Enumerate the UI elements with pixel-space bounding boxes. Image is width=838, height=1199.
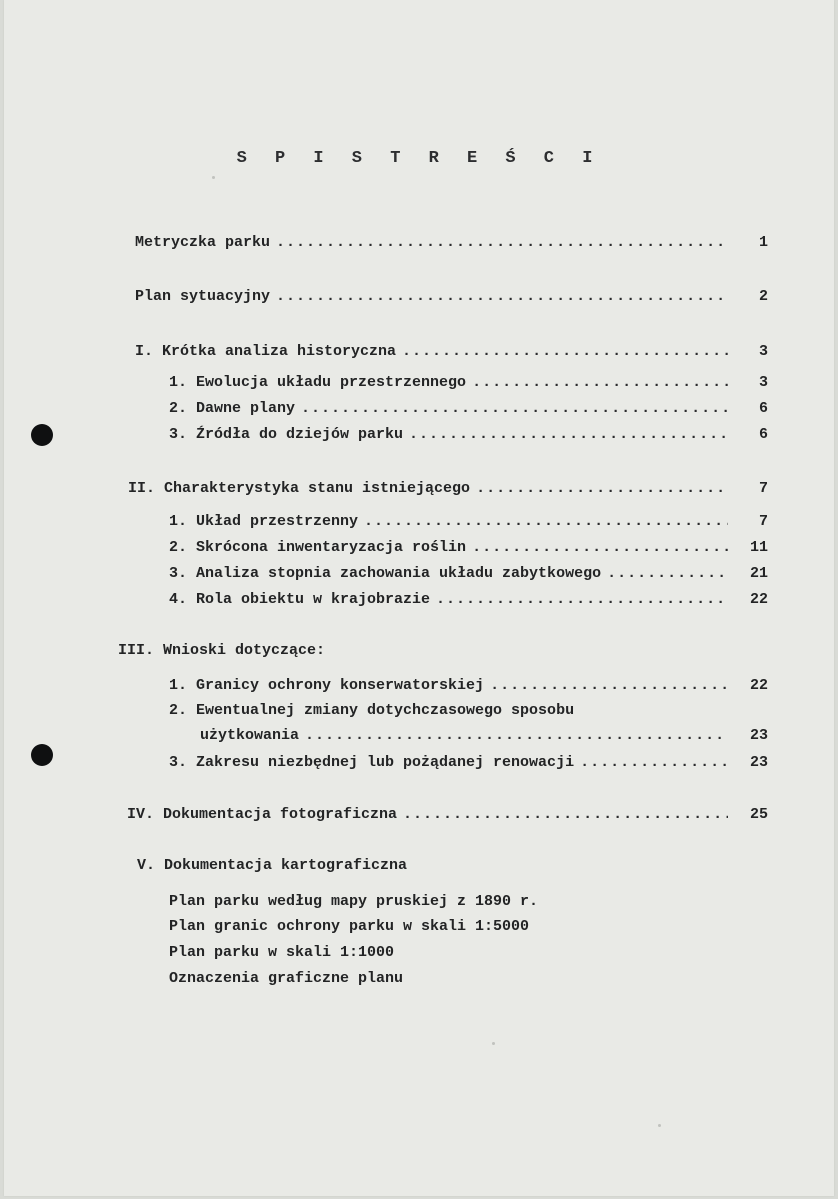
toc-entry-metryczka — [135, 231, 768, 255]
paper-speck — [212, 176, 215, 179]
toc-section-v — [137, 854, 407, 878]
leader-dots — [305, 724, 728, 748]
toc-entry-label: IV. Dokumentacja fotograficzna — [127, 806, 398, 823]
leader-dots — [607, 562, 728, 586]
toc-page-number: 21 — [749, 565, 768, 582]
cartography-item — [169, 967, 403, 991]
toc-entry-label: Metryczka parku — [135, 234, 271, 251]
leader-dots — [490, 674, 728, 698]
toc-page-number: 22 — [749, 677, 768, 694]
toc-entry-iii-2-cont — [200, 724, 768, 748]
toc-section-i — [135, 340, 768, 364]
paper-speck — [658, 1124, 661, 1127]
leader-dots — [409, 423, 728, 447]
toc-entry-label: 1. Ewolucja układu przestrzennego — [169, 374, 467, 391]
cartography-item-label: Plan parku w skali 1:1000 — [169, 944, 395, 961]
leader-dots — [472, 536, 728, 560]
leader-dots — [436, 588, 728, 612]
leader-dots — [276, 231, 728, 255]
cartography-item — [169, 915, 529, 939]
leader-dots — [276, 285, 728, 309]
cartography-item — [169, 941, 394, 965]
toc-entry-label: 3. Zakresu niezbędnej lub pożądanej renowacji — [169, 754, 575, 771]
toc-entry-i-2 — [169, 397, 768, 421]
toc-entry-label: 1. Granicy ochrony konserwatorskiej — [169, 677, 485, 694]
toc-entry-iii-2 — [169, 699, 574, 723]
punch-hole-icon — [31, 424, 53, 446]
cartography-item-label: Plan parku według mapy pruskiej z 1890 r. — [169, 893, 539, 910]
toc-page-number: 23 — [749, 754, 768, 771]
toc-entry-iii-3 — [169, 751, 768, 775]
toc-entry-label: użytkowania — [200, 727, 300, 744]
cartography-item-label: Oznaczenia graficzne planu — [169, 970, 404, 987]
toc-page-number: 7 — [758, 513, 768, 530]
toc-entry-label: 3. Źródła do dziejów parku — [169, 426, 404, 443]
toc-entry-label: Plan sytuacyjny — [135, 288, 271, 305]
toc-entry-label: I. Krótka analiza historyczna — [135, 343, 397, 360]
toc-page-number: 3 — [758, 374, 768, 391]
toc-page-number: 22 — [749, 591, 768, 608]
toc-entry-label: 2. Dawne plany — [169, 400, 296, 417]
leader-dots — [580, 751, 728, 775]
leader-dots — [364, 510, 728, 534]
toc-page-number: 23 — [749, 727, 768, 744]
toc-entry-label: 3. Analiza stopnia zachowania układu zabytkowego — [169, 565, 602, 582]
toc-entry-iii-1 — [169, 674, 768, 698]
toc-entry-label: III. Wnioski dotyczące: — [118, 642, 326, 659]
paper-speck — [492, 1042, 495, 1045]
toc-entry-label: 2. Ewentualnej zmiany dotychczasowego sposobu — [169, 702, 575, 719]
toc-entry-label: 2. Skrócona inwentaryzacja roślin — [169, 539, 467, 556]
leader-dots — [472, 371, 728, 395]
leader-dots — [402, 340, 728, 364]
toc-section-iv — [127, 803, 768, 827]
toc-entry-label: 1. Układ przestrzenny — [169, 513, 359, 530]
punch-hole-icon — [31, 744, 53, 766]
toc-section-ii — [128, 477, 768, 501]
toc-page-number: 1 — [758, 234, 768, 251]
toc-page-number: 11 — [749, 539, 768, 556]
toc-section-iii — [118, 639, 325, 663]
toc-page-number: 6 — [758, 400, 768, 417]
leader-dots — [476, 477, 728, 501]
toc-entry-label: V. Dokumentacja kartograficzna — [137, 857, 408, 874]
toc-entry-label: 4. Rola obiektu w krajobrazie — [169, 591, 431, 608]
toc-entry-ii-3 — [169, 562, 768, 586]
toc-entry-i-3 — [169, 423, 768, 447]
page-title: S P I S T R E Ś C I — [236, 149, 602, 168]
toc-page-number: 6 — [758, 426, 768, 443]
leader-dots — [403, 803, 728, 827]
toc-entry-plan-sytuacyjny — [135, 285, 768, 309]
toc-page-number: 2 — [758, 288, 768, 305]
toc-page-number: 25 — [749, 806, 768, 823]
toc-entry-ii-1 — [169, 510, 768, 534]
toc-entry-label: II. Charakterystyka stanu istniejącego — [128, 480, 471, 497]
leader-dots — [301, 397, 728, 421]
toc-page-number: 3 — [758, 343, 768, 360]
toc-entry-i-1 — [169, 371, 768, 395]
toc-entry-ii-4 — [169, 588, 768, 612]
cartography-item-label: Plan granic ochrony parku w skali 1:5000 — [169, 918, 530, 935]
toc-page-number: 7 — [758, 480, 768, 497]
toc-entry-ii-2 — [169, 536, 768, 560]
cartography-item — [169, 890, 538, 914]
